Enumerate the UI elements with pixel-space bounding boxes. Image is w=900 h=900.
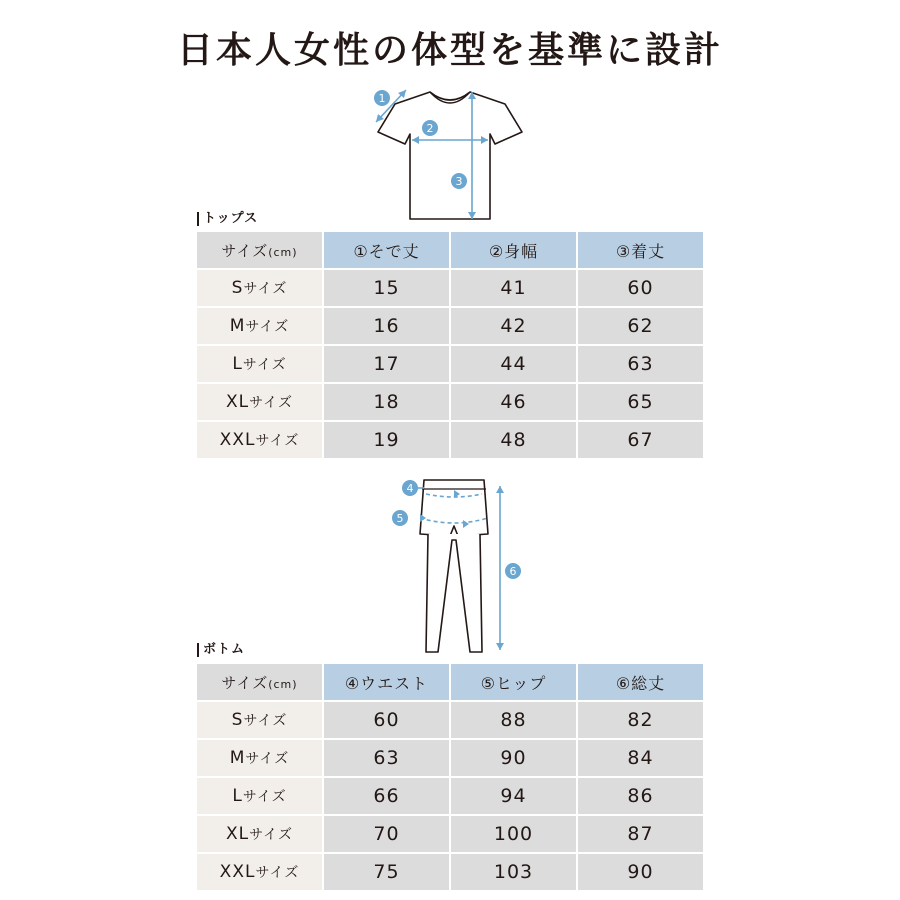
table-cell: 63 <box>324 740 451 778</box>
size-label: Mサイズ <box>197 740 324 778</box>
svg-text:1: 1 <box>378 92 386 105</box>
size-header: サイズ(cm) <box>197 232 324 270</box>
table-cell: 94 <box>451 778 578 816</box>
table-header-row <box>197 232 703 270</box>
table-cell: 16 <box>324 308 451 346</box>
table-cell: 19 <box>324 422 451 460</box>
svg-text:6: 6 <box>509 565 517 578</box>
svg-text:4: 4 <box>406 482 414 495</box>
size-label: XXLサイズ <box>197 854 324 892</box>
table-cell: 84 <box>578 740 703 778</box>
table-row <box>197 854 703 892</box>
table-cell: 18 <box>324 384 451 422</box>
bottoms-size-table <box>197 664 703 892</box>
table-row <box>197 308 703 346</box>
size-label: Sサイズ <box>197 702 324 740</box>
bottoms-section-label: ボトム <box>197 643 245 657</box>
table-cell: 60 <box>324 702 451 740</box>
table-row <box>197 702 703 740</box>
table-cell: 103 <box>451 854 578 892</box>
table-row <box>197 816 703 854</box>
size-label: Mサイズ <box>197 308 324 346</box>
table-cell: 60 <box>578 270 703 308</box>
page-title: 日本人女性の体型を基準に設計 <box>176 30 723 71</box>
size-header: サイズ(cm) <box>197 664 324 702</box>
size-label: XLサイズ <box>197 816 324 854</box>
svg-text:5: 5 <box>396 512 404 525</box>
column-header: ①そで丈 <box>324 232 451 270</box>
table-row <box>197 422 703 460</box>
table-cell: 86 <box>578 778 703 816</box>
size-label: Lサイズ <box>197 346 324 384</box>
column-header: ③着丈 <box>578 232 703 270</box>
table-cell: 17 <box>324 346 451 384</box>
tshirt-illustration <box>360 82 540 224</box>
table-row <box>197 384 703 422</box>
marker-1 <box>374 90 390 106</box>
column-header: ⑤ヒップ <box>451 664 578 702</box>
svg-text:2: 2 <box>426 122 434 135</box>
table-cell: 46 <box>451 384 578 422</box>
table-cell: 100 <box>451 816 578 854</box>
table-cell: 65 <box>578 384 703 422</box>
table-cell: 88 <box>451 702 578 740</box>
column-header: ②身幅 <box>451 232 578 270</box>
column-header: ④ウエスト <box>324 664 451 702</box>
table-cell: 90 <box>578 854 703 892</box>
table-cell: 44 <box>451 346 578 384</box>
table-row <box>197 740 703 778</box>
table-cell: 67 <box>578 422 703 460</box>
table-cell: 90 <box>451 740 578 778</box>
table-cell: 66 <box>324 778 451 816</box>
marker-2 <box>422 120 438 136</box>
table-cell: 75 <box>324 854 451 892</box>
table-cell: 15 <box>324 270 451 308</box>
table-cell: 41 <box>451 270 578 308</box>
table-cell: 48 <box>451 422 578 460</box>
svg-text:3: 3 <box>455 175 463 188</box>
table-row <box>197 346 703 384</box>
marker-4 <box>402 480 418 496</box>
marker-5 <box>392 510 408 526</box>
size-label: Sサイズ <box>197 270 324 308</box>
marker-6 <box>505 563 521 579</box>
column-header: ⑥総丈 <box>578 664 703 702</box>
size-label: Lサイズ <box>197 778 324 816</box>
table-header-row <box>197 664 703 702</box>
table-cell: 70 <box>324 816 451 854</box>
bottoms-illustration <box>388 474 530 659</box>
marker-3 <box>451 173 467 189</box>
table-row <box>197 778 703 816</box>
tops-size-table <box>197 232 703 460</box>
table-cell: 87 <box>578 816 703 854</box>
table-cell: 82 <box>578 702 703 740</box>
tops-section-label: トップス <box>197 212 258 226</box>
table-cell: 63 <box>578 346 703 384</box>
size-label: XXLサイズ <box>197 422 324 460</box>
table-row <box>197 270 703 308</box>
size-label: XLサイズ <box>197 384 324 422</box>
table-cell: 62 <box>578 308 703 346</box>
table-cell: 42 <box>451 308 578 346</box>
